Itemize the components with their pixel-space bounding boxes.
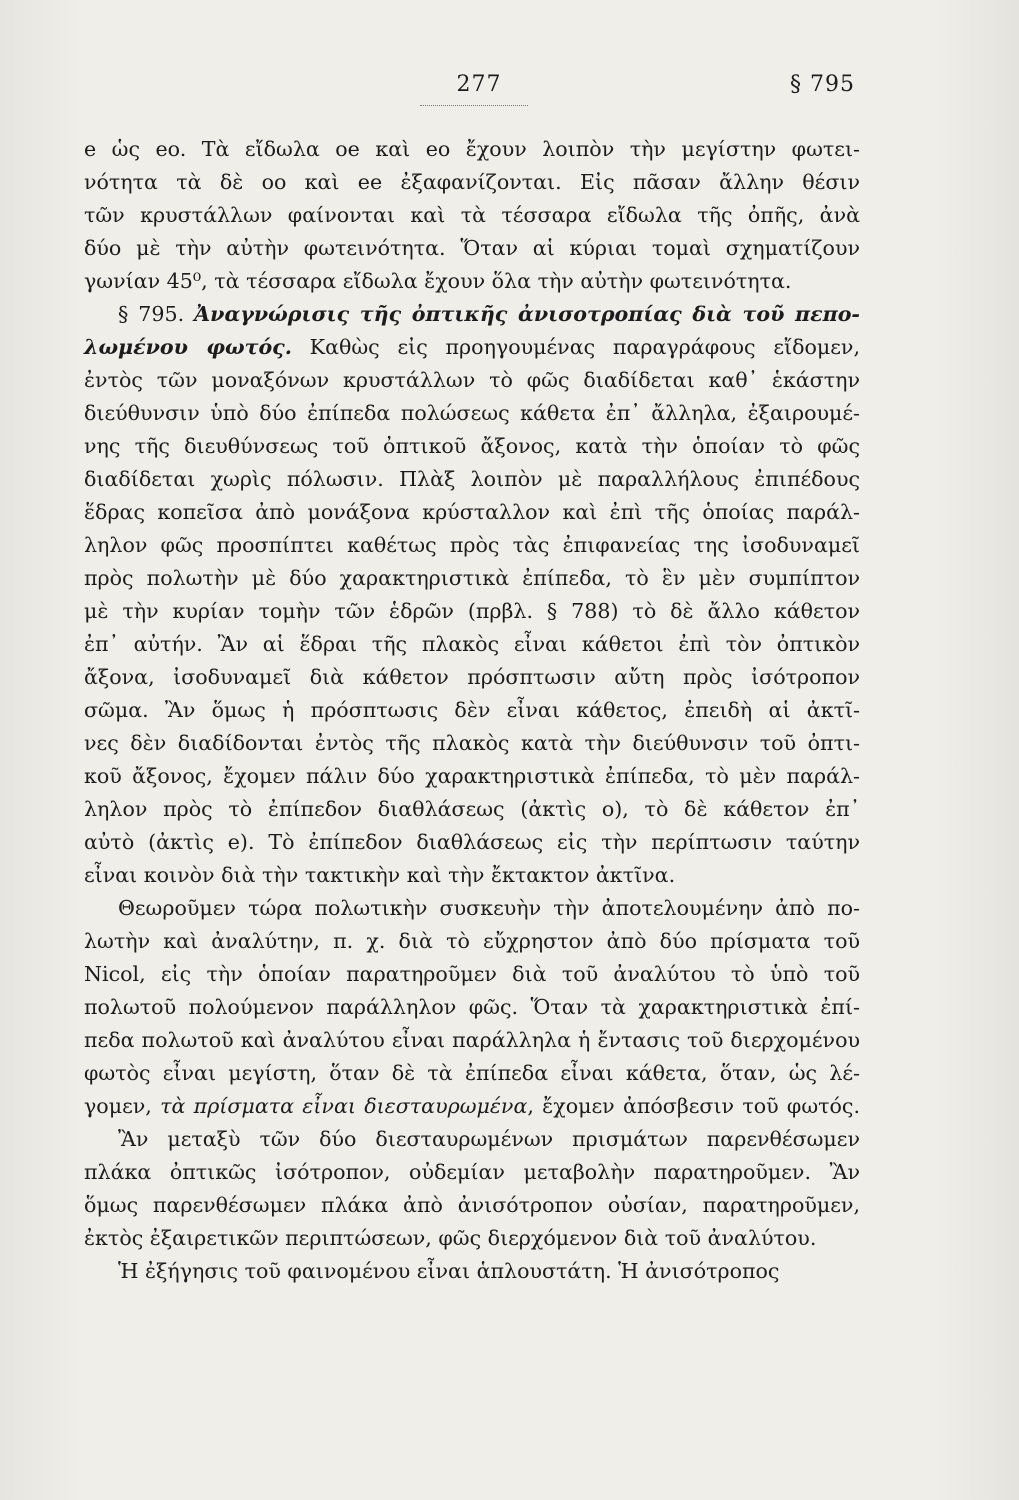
text-run: νότητα τὰ δὲ oo καὶ ee ἐξαφανίζονται. Εἰς πᾶσαν ἄλλην θέσιν [84, 170, 860, 194]
text-line [84, 793, 860, 826]
emphasized-text: Ἀναγνώρισις τῆς ὀπτικῆς ἀνισοτροπίας διὰ τοῦ πεπο- [194, 302, 860, 326]
page-number: 277 [456, 72, 502, 97]
text-run: μὲ τὴν κυρίαν τομὴν τῶν ἑδρῶν (πρβλ. § 788) τὸ δὲ ἄλλο κάθετον [84, 599, 860, 623]
text-line [84, 430, 860, 463]
text-run: φωτὸς εἶναι μεγίστη, ὅταν δὲ τὰ ἐπίπεδα εἶναι κάθετα, ὅταν, ὡς λέ- [84, 1061, 860, 1085]
text-run: διεύθυνσιν ὑπὸ δύο ἐπίπεδα πολώσεως κάθετα ἐπ᾿ ἄλληλα, ἐξαιρουμέ- [84, 401, 860, 425]
text-run: αὐτὸ (ἀκτὶς e). Τὸ ἐπίπεδον διαθλάσεως εἰς τὴν περίπτωσιν ταύτην [84, 830, 860, 854]
running-header [0, 72, 1019, 112]
text-line [84, 463, 860, 496]
text-run: ἕδρας κοπεῖσα ἀπὸ μονάξονα κρύσταλλον καὶ ἐπὶ τῆς ὁποίας παράλ- [84, 500, 860, 524]
text-run: νες δὲν διαδίδονται ἐντὸς τῆς πλακὸς κατὰ τὴν διεύθυνσιν τοῦ ὀπτι- [84, 731, 860, 755]
text-run: πλάκα ὀπτικῶς ἰσότροπον, οὐδεμίαν μεταβολὴν παρατηροῦμεν. Ἂν [84, 1160, 860, 1184]
text-run: § 795. [118, 302, 195, 326]
text-run: e ὡς eo. Τὰ εἴδωλα oe καὶ eo ἔχουν λοιπὸν τὴν μεγίστην φωτει- [84, 137, 860, 161]
text-line [84, 1090, 860, 1123]
text-run: Καθὼς εἰς προηγουμένας παραγράφους εἴδομεν, [291, 335, 860, 359]
text-line [84, 1024, 860, 1057]
text-run: σῶμα. Ἂν ὅμως ἡ πρόσπτωσις δὲν εἶναι κάθετος, ἐπειδὴ αἱ ἀκτῖ- [84, 698, 860, 722]
text-run: Θεωροῦμεν τώρα πολωτικὴν συσκευὴν τὴν ἀποτελουμένην ἀπὸ πο- [118, 896, 860, 920]
text-line [84, 991, 860, 1024]
text-line [84, 562, 860, 595]
header-rule [420, 105, 528, 106]
text-line [84, 298, 860, 331]
text-line [84, 892, 860, 925]
text-line [84, 1057, 860, 1090]
text-line [84, 628, 860, 661]
text-line [84, 133, 860, 166]
text-run: γομεν, [84, 1094, 161, 1118]
emphasized-text: τὰ πρίσματα εἶναι διεσταυρωμένα [160, 1094, 528, 1118]
text-run: , ἔχομεν ἀπόσβεσιν τοῦ φωτός. [527, 1094, 860, 1118]
text-line [84, 1189, 860, 1222]
text-run: ἄξονα, ἰσοδυναμεῖ διὰ κάθετον πρόσπτωσιν αὔτη πρὸς ἰσότροπον [84, 665, 860, 689]
text-run: ληλον πρὸς τὸ ἐπίπεδον διαθλάσεως (ἀκτὶς o), τὸ δὲ κάθετον ἐπ᾿ [84, 797, 860, 821]
text-line [84, 199, 860, 232]
text-run: ἐντὸς τῶν μοναξόνων κρυστάλλων τὸ φῶς διαδίδεται καθ᾿ ἑκάστην [84, 368, 860, 392]
text-run: ἐπ᾿ αὐτήν. Ἂν αἱ ἕδραι τῆς πλακὸς εἶναι κάθετοι ἐπὶ τὸν ὀπτικὸν [84, 632, 860, 656]
text-line [84, 925, 860, 958]
text-run: Nicol, εἰς τὴν ὁποίαν παρατηροῦμεν διὰ τοῦ ἀναλύτου τὸ ὑπὸ τοῦ [84, 962, 860, 986]
text-run: δύο μὲ τὴν αὐτὴν φωτεινότητα. Ὅταν αἱ κύριαι τομαὶ σχηματίζουν [84, 236, 860, 260]
text-run: γωνίαν 45⁰, τὰ τέσσαρα εἴδωλα ἔχουν ὅλα τὴν αὐτὴν φωτεινότητα. [84, 269, 792, 293]
text-run: λωτὴν καὶ ἀναλύτην, π. χ. διὰ τὸ εὔχρηστον ἀπὸ δύο πρίσματα τοῦ [84, 929, 860, 953]
text-run: πολωτοῦ πολούμενον παράλληλον φῶς. Ὅταν τὰ χαρακτηριστικὰ ἐπί- [84, 995, 860, 1019]
text-run: πεδα πολωτοῦ καὶ ἀναλύτου εἶναι παράλληλα ἡ ἔντασις τοῦ διερχομένου [84, 1028, 860, 1052]
text-line [84, 1222, 860, 1255]
text-line [84, 364, 860, 397]
text-run: ληλον φῶς προσπίπτει καθέτως πρὸς τὰς ἐπιφανείας της ἰσοδυναμεῖ [84, 533, 860, 557]
text-line [84, 727, 860, 760]
text-run: Ἡ ἐξήγησις τοῦ φαινομένου εἶναι ἁπλουστάτη. Ἡ ἀνισότροπος [118, 1259, 780, 1283]
text-line [84, 166, 860, 199]
text-run: ὅμως παρενθέσωμεν πλάκα ἀπὸ ἀνισότροπον οὐσίαν, παρατηροῦμεν, [84, 1193, 860, 1217]
text-run: ἐκτὸς ἐξαιρετικῶν περιπτώσεων, φῶς διερχόμενον διὰ τοῦ ἀναλύτου. [84, 1226, 817, 1250]
text-line [84, 694, 860, 727]
text-line [84, 397, 860, 430]
text-line [84, 826, 860, 859]
text-line [84, 496, 860, 529]
text-line [84, 661, 860, 694]
text-line [84, 1255, 860, 1288]
text-line [84, 331, 860, 364]
text-line [84, 595, 860, 628]
text-line [84, 265, 860, 298]
text-run: νης τῆς διευθύνσεως τοῦ ὀπτικοῦ ἄξονος, κατὰ τὴν ὁποίαν τὸ φῶς [84, 434, 860, 458]
text-line [84, 859, 860, 892]
body-text [84, 133, 860, 1288]
text-run: κοῦ ἄξονος, ἔχομεν πάλιν δύο χαρακτηριστικὰ ἐπίπεδα, τὸ μὲν παράλ- [84, 764, 860, 788]
text-line [84, 1123, 860, 1156]
text-run: τῶν κρυστάλλων φαίνονται καὶ τὰ τέσσαρα εἴδωλα τῆς ὀπῆς, ἀνὰ [84, 203, 860, 227]
text-run: εἶναι κοινὸν διὰ τὴν τακτικὴν καὶ τὴν ἔκτακτον ἀκτῖνα. [84, 863, 676, 887]
section-marker: § 795 [790, 72, 855, 97]
text-line [84, 1156, 860, 1189]
emphasized-text: λωμένου φωτός. [84, 335, 292, 359]
text-line [84, 760, 860, 793]
text-line [84, 958, 860, 991]
text-line [84, 529, 860, 562]
text-run: πρὸς πολωτὴν μὲ δύο χαρακτηριστικὰ ἐπίπεδα, τὸ ἓν μὲν συμπίπτον [84, 566, 860, 590]
text-run: διαδίδεται χωρὶς πόλωσιν. Πλὰξ λοιπὸν μὲ παραλλήλους ἐπιπέδους [84, 467, 860, 491]
text-run: Ἂν μεταξὺ τῶν δύο διεσταυρωμένων πρισμάτων παρενθέσωμεν [118, 1127, 860, 1151]
text-line [84, 232, 860, 265]
